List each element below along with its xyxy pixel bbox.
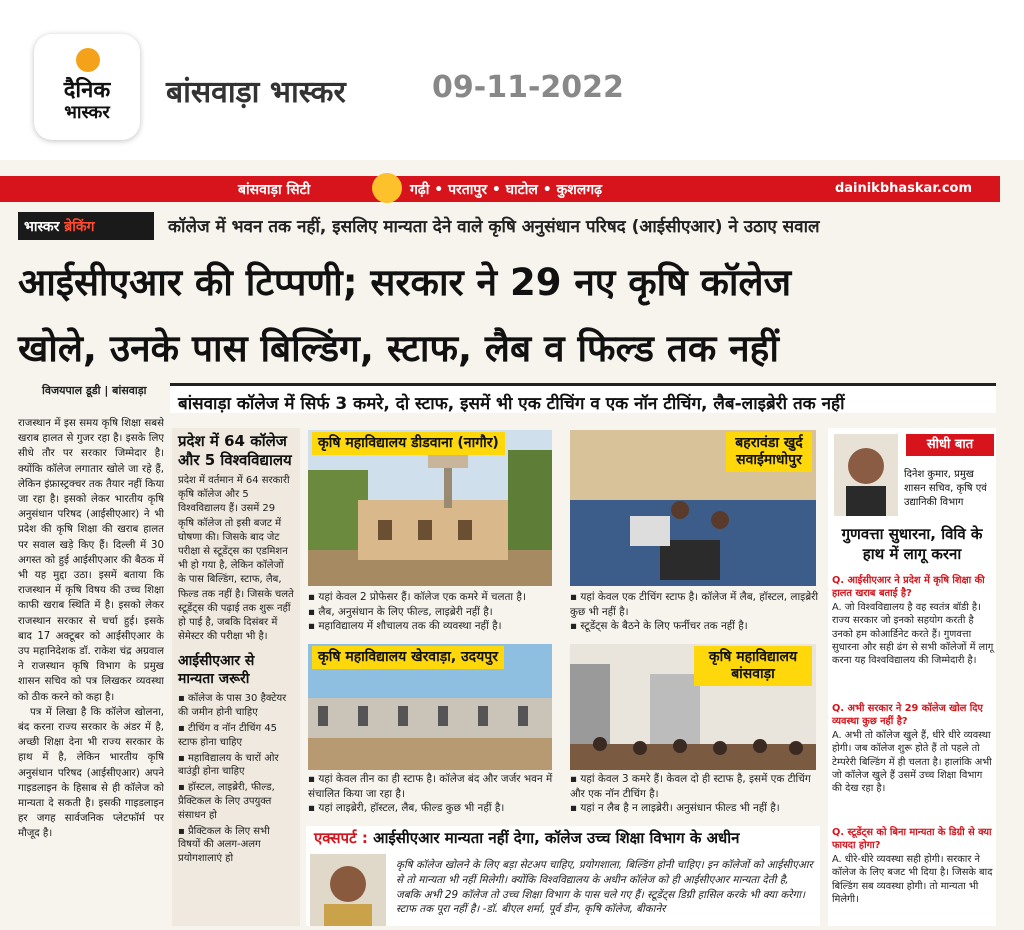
caption-line: ▪ यहां केवल तीन का ही स्टाफ है। कॉलेज बंद और जर्जर भवन में संचालित किया जा रहा है। [308,773,553,800]
question: Q. आईसीएआर ने प्रदेश में कृषि शिक्षा की हालत खराब बताई है? [832,575,985,600]
dainik-bhaskar-logo[interactable] [34,34,140,140]
headline-line2: खोले, उनके पास बिल्डिंग, स्टाफ, लैब व फिल्ड तक नहीं [18,327,779,370]
band-city: बांसवाड़ा सिटी [238,182,311,198]
facts-bullet: ▪ टीचिंग व नॉन टीचिंग 45 स्टाफ होना चाहिए [178,723,278,748]
facts-bullet: ▪ हॉस्टल, लाइब्रेरी, फील्ड, प्रैक्टिकल के लिए उपयुक्त संसाधन हो [178,782,275,821]
facts-box-title: प्रदेश में 64 कॉलेज और 5 विश्वविद्यालय [178,432,292,469]
facts-bullet: ▪ प्रैक्टिकल के लिए सभी विषयों की अलग-अलग प्रयोगशालाएं हो [178,825,270,865]
expert-box [306,826,820,926]
city-band [0,176,1000,202]
answer: A. अभी तो कॉलेज खुले हैं, धीरे धीरे व्यवस्था होगी। जब कॉलेज शुरू होते हैं तो पहले तो टेम्परेरी बिल्डिंग में ही चलता है। हालांकि अभी जो कॉलेज खुले हैं उसमें उच्च शिक्षा विभाग की देख रहा है। [832,729,992,795]
answer: A. जो विश्वविद्यालय है वह स्वतंत्र बॉडी है। राज्य सरकार जो इनको सहयोग करती है उनको हम कोआर्डिनेट करते हैं। गुणवत्ता सुधारना और सही ढंग से सभी कॉलेजों में लागू करना यह विश्वविद्यालय की जिम्मेदारी है। [832,601,994,667]
qa-item [832,826,994,906]
headline-line1: आईसीएआर की टिप्पणी; सरकार ने 29 नए कृषि कॉलेज [18,261,792,304]
facts-box [172,428,300,926]
caption-line: ▪ महाविद्यालय में शौचालय तक की व्यवस्था नहीं है। [308,620,502,632]
caption-line: ▪ यहां लाइब्रेरी, हॉस्टल, लैब, फील्ड कुछ भी नहीं है। [308,802,505,814]
expert-label: एक्सपर्ट : [314,829,368,847]
photo-label-kherwara: कृषि महाविद्यालय खेरवाड़ा, उदयपुर [312,646,504,669]
app-header [0,0,1024,160]
qa-item [832,702,994,796]
logo-line1: दैनिक [63,78,111,103]
photo-caption-kherwara [308,772,554,816]
byline: विजयपाल डूडी | बांसवाड़ा [42,384,147,397]
interview-tag: सीधी बात [906,434,994,456]
question: Q. अभी सरकार ने 29 कॉलेज खोल दिए व्यवस्था कुछ नहीं है? [832,703,983,728]
publication-date: 09-11-2022 [432,70,624,105]
official-photo[interactable] [834,434,898,516]
expert-headline: आईसीएआर मान्यता नहीं देगा, कॉलेज उच्च शिक्षा विभाग के अधीन [373,829,740,847]
answer: A. धीरे-धीरे व्यवस्था सही होगी। सरकार ने कॉलेज के लिए बजट भी दिया है। जिसके बाद बिल्डिंग सब व्यवस्था होगी। तो मान्यता भी मिलेगी। [832,853,993,906]
facts-bullet: ▪ कॉलेज के पास 30 हैक्टेयर की जमीन होनी चाहिए [178,693,287,719]
caption-line: ▪ लैब, अनुसंधान के लिए फील्ड, लाइब्रेरी नहीं है। [308,605,493,618]
official-name: दिनेश कुमार, प्रमुख शासन सचिव, कृषि एवं उद्यानिकी विभाग [904,469,987,508]
story-paragraph: पत्र में लिखा है कि कॉलेज खोलना, बंद करना राज्य सरकार के अंडर में है, अच्छी शिक्षा देना भी राज्य सरकार के हाथ में है, लेकिन भारतीय कृषि अनुसंधान परिषद (आईसीएआर) अपने गाइडलाइन के हिसाब से ही कॉलेज को मान्यता दे सकती है। इसकी गाइडलाइन हर जगह सार्वजनिक प्लेटफॉर्म पर मौजूद है। [18,706,164,840]
sun-icon [76,48,100,72]
band-places: गढ़ी • परतापुर • घाटोल • कुशलगढ़ [410,182,603,198]
caption-line: ▪ यहां न लैब है न लाइब्रेरी। अनुसंधान फील्ड भी नहीं है। [570,802,780,814]
caption-line: ▪ यहां केवल एक टीचिंग स्टाफ है। कॉलेज में लैब, हॉस्टल, लाइब्रेरी कुछ भी नहीं है। [570,591,819,618]
logo-line2: भास्कर [64,102,110,123]
breaking-tag [18,212,154,240]
caption-line: ▪ स्टूडेंट्स के बैठने के लिए फर्नीचर तक नहीं है। [570,620,748,632]
photo-caption-bahrawanda [570,590,820,634]
facts-box-title2: आईसीएआर से मान्यता जरूरी [178,653,255,688]
facts-box-text: प्रदेश में वर्तमान में 64 सरकारी कृषि कॉलेज और 5 विश्वविद्यालय हैं। उसमें 29 कृषि कॉलेज तो इसी बजट में घोषणा की। जिसके बाद जेट परीक्षा से स्टूडेंट्स का एडमिशन भी हो गया है, लेकिन कॉलेजों के पास बिल्डिंग, स्टाफ, लैब, फिल्ड तक नहीं है। जिसके चलते स्टूडेंट्स की पढ़ाई तक शुरू नहीं हो पाई है, जबकि दिसंबर में सेमेस्टर की परीक्षा भी है। [178,475,294,643]
photo-label-bahrawanda: बहरावंडा खुर्द सवाईमाधोपुर [726,432,812,472]
breaking-tag-b: ब्रेकिंग [64,219,95,235]
story-paragraph: राजस्थान में इस समय कृषि शिक्षा सबसे खराब हालत से गुजर रहा है। इसके लिए सीधे तौर पर सरकार जिम्मेदार है। क्योंकि कॉलेज लगातार खोले जा रहे हैं, लेकिन इंफ्रास्ट्रक्चर तक तैयार नहीं किया जा रहा है। इसको लेकर भारतीय कृषि अनुसंधान परिषद (आईसीएआर) ने भी प्रदेश की कृषि शिक्षा की खराब हालत पर सवाल खड़े किए हैं। दिल्ली में 30 अगस्त को हुई आईसीएआर की बैठक में भी यह मुद्दा उठा। इसमें बताया कि राजस्थान में कृषि विषय की उच्च शिक्षा काफी खराब स्थिति में है। इसको लेकर राजस्थान सरकार से चर्चा हुई। इसके बाद 17 अक्टूबर को आईसीएआर के उप महानिदेशक डॉ. राकेश चंद्र अग्रवाल ने राजस्थान कृषि विभाग के प्रमुख शासन सचिव को पत्र लिखकर व्यवस्था को ठीक करने को कहा है। [18,418,164,703]
band-website: dainikbhaskar.com [834,181,972,196]
question: Q. स्टूडेंट्स को बिना मान्यता के डिग्री से क्या फायदा होगा? [832,827,992,852]
facts-bullet: ▪ महाविद्यालय के चारों ओर बाउंड्री होना चाहिए [178,752,279,778]
avatar [834,434,898,516]
photo-caption-didwana [308,590,554,634]
caption-line: ▪ यहां केवल 3 कमरे हैं। केवल दो ही स्टाफ है, इसमें एक टीचिंग और एक नॉन टीचिंग है। [570,773,811,800]
band-sun-icon [372,173,402,203]
breaking-context: कॉलेज में भवन तक नहीं, इसलिए मान्यता देने वाले कृषि अनुसंधान परिषद (आईसीएआर) ने उठाए सवाल [168,217,820,237]
expert-quote: कृषि कॉलेज खोलने के लिए बड़ा सेटअप चाहिए, प्रयोगशाला, बिल्डिंग होनी चाहिए। इन कॉलेजों को आईसीएआर से तो मान्यता भी नहीं मिलेगी। क्योंकि विश्वविद्यालय के अधीन कॉलेज को ही आईसीएआर मान्यता देती है, जबकि अभी 29 कॉलेज तो उच्च शिक्षा विभाग के पास चले गए हैं। स्टूडेंट्स डिग्री हासिल करके भी क्या करेगा। स्टाफ तक पूरा नहीं है। -डॉ. बीएल शर्मा, पूर्व डीन, कृषि कॉलेज, बीकानेर [396,859,813,916]
subheadline: बांसवाड़ा कॉलेज में सिर्फ 3 कमरे, दो स्टाफ, इसमें भी एक टीचिंग व एक नॉन टीचिंग, लैब-लाइब्रेरी तक नहीं [170,383,996,413]
interview-title: गुणवत्ता सुधारना, विवि के हाथ में लागू करना [841,525,983,563]
photo-label-banswara: कृषि महाविद्यालय बांसवाड़ा [694,646,812,686]
avatar [310,854,386,926]
publication-name: बांसवाड़ा भास्कर [166,75,346,110]
story-column [18,416,164,926]
expert-photo[interactable] [310,854,386,926]
qa-item [832,574,994,668]
photo-label-didwana: कृषि महाविद्यालय डीडवाना (नागौर) [312,432,505,455]
caption-line: ▪ यहां केवल 2 प्रोफेसर हैं। कॉलेज एक कमरे में चलता है। [308,591,526,603]
photo-caption-banswara [570,772,820,816]
interview-sidebar [828,428,996,926]
breaking-tag-a: भास्कर [24,219,60,235]
expert-headline-row [314,828,739,848]
